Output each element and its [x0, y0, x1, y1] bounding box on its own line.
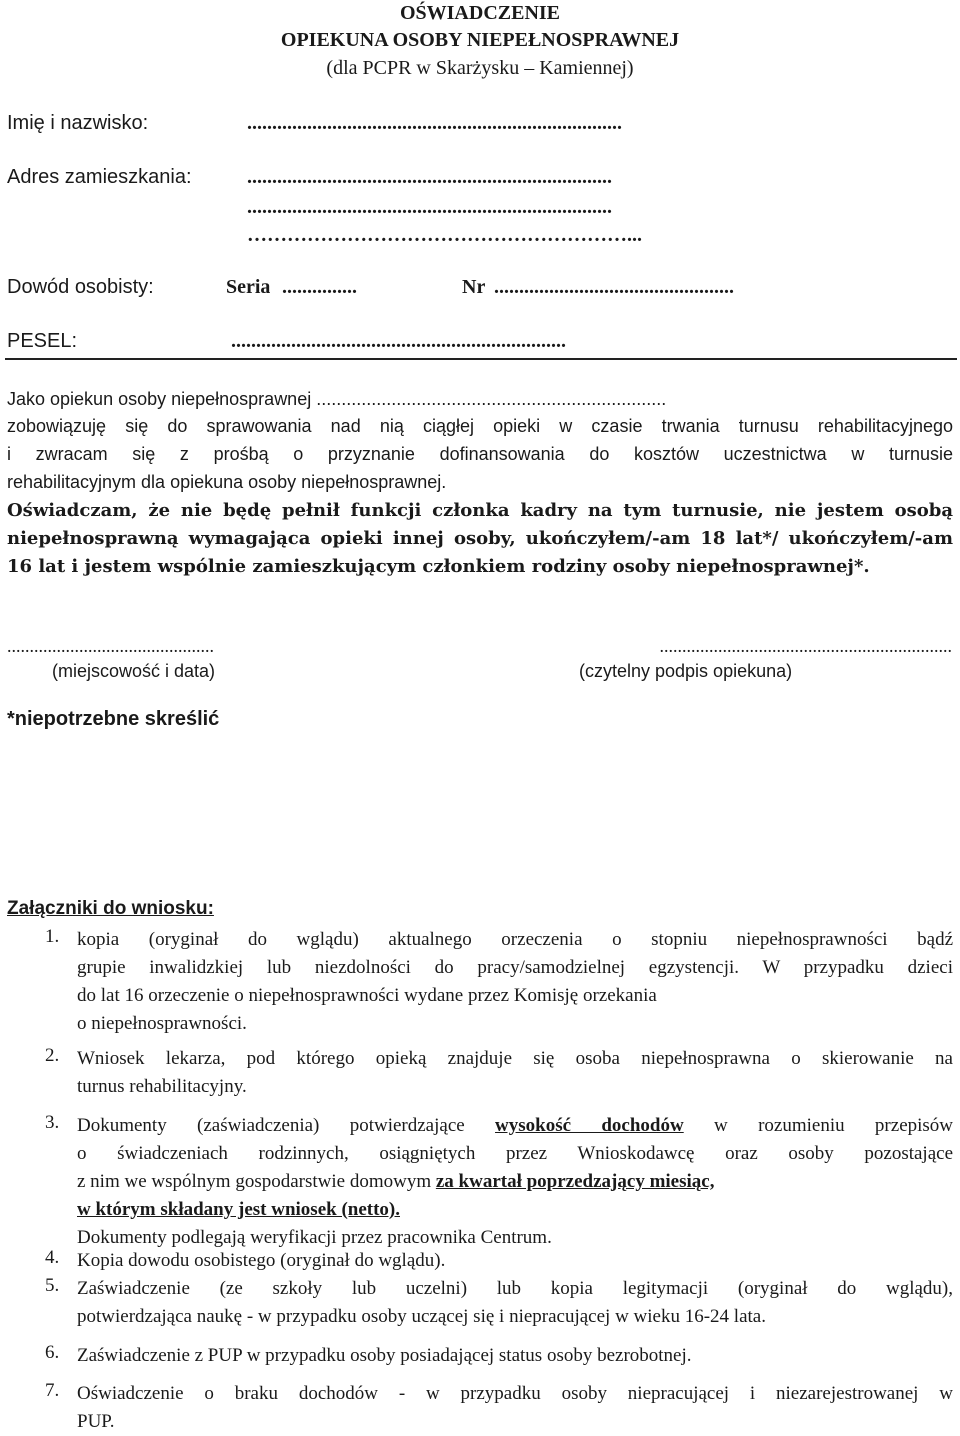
attachment-item-5: Zaświadczenie (ze szkoły lub uczelni) lub kopia legitymacji (oryginał do wglądu), potwierdzająca naukę - w przypadku osoby uczącej się i niepracującej w wieku 16-24 lata. [77, 1278, 953, 1327]
net-emphasis: w którym składany jest wniosek (netto). [77, 1199, 400, 1220]
section-divider [5, 358, 957, 360]
statement-line1: Jako opiekun osoby niepełnosprawnej ...................................................................... [7, 389, 667, 409]
place-date-field[interactable]: .............................................. [7, 636, 214, 656]
place-date-caption: (miejscowość i data) [52, 661, 216, 681]
statement-line2: zobowiązuję się do sprawowania nad nią ciągłej opieki w czasie trwania turnusu rehabilitacyjnego [7, 416, 953, 436]
id-card-label: Dowód osobisty: [7, 276, 154, 298]
attachment-number: 2. [45, 1045, 60, 1066]
attachment-number: 4. [45, 1247, 60, 1268]
attachment-item-1: kopia (oryginał do wglądu) aktualnego orzeczenia o stopniu niepełnosprawności bądź grupie inwalidzkiej lub niezdolności do pracy/samodzielnej egzystencji. W przypadku dzieci do lat 16 orzeczenie o niepełnosprawności wydane przez Komisję orzekania o niepełnosprawności. [77, 929, 953, 1034]
signature-field[interactable]: ................................................................. [659, 636, 952, 656]
document-title-line2: OPIEKUNA OSOBY NIEPEŁNOSPRAWNEJ [280, 29, 680, 51]
statement-line4: rehabilitacyjnym dla opiekuna osoby niepełnosprawnej. [7, 472, 447, 492]
id-series-field[interactable]: ............... [282, 276, 357, 298]
declaration-text: Oświadczam, że nie będę pełnił funkcji członka kadry na tym turnusie, nie jestem osobą niepełnosprawną wymagająca opieki innej osoby, ukończyłem/-am 18 lat*/ ukończyłem/-am 16 lat i jestem wspólnie zamieszkującym członkiem rodziny osoby niepełnosprawnej*. [7, 500, 953, 577]
name-field[interactable]: ........................................................................... [247, 112, 622, 134]
footnote: *niepotrzebne skreślić [7, 708, 220, 730]
attachment-item-4: Kopia dowodu osobistego (oryginał do wglądu). [77, 1250, 446, 1271]
attachment-number: 5. [45, 1275, 60, 1296]
document-subtitle: (dla PCPR w Skarżysku – Kamiennej) [326, 57, 634, 79]
id-number-field[interactable]: ................................................ [494, 276, 734, 298]
pesel-field[interactable]: ................................................................... [231, 330, 566, 352]
attachment-number: 1. [45, 926, 60, 947]
address-label: Adres zamieszkania: [7, 166, 192, 188]
name-label: Imię i nazwisko: [7, 112, 149, 134]
income-emphasis: wysokość dochodów [495, 1115, 684, 1136]
attachment-number: 3. [45, 1112, 60, 1133]
id-series-prefix: Seria [226, 276, 271, 298]
id-number-prefix: Nr [462, 276, 486, 298]
attachment-item-6: Zaświadczenie z PUP w przypadku osoby posiadającej status osoby bezrobotnej. [77, 1345, 692, 1366]
address-field-line2[interactable]: ......................................................................... [247, 196, 612, 218]
quarter-emphasis: za kwartał poprzedzający miesiąc, [435, 1171, 715, 1192]
address-field-line1[interactable]: ......................................................................... [247, 166, 612, 188]
attachment-number: 7. [45, 1380, 60, 1401]
signature-caption: (czytelny podpis opiekuna) [579, 661, 793, 681]
document-title-line1: OŚWIADCZENIE [399, 2, 561, 24]
attachment-item-7: Oświadczenie o braku dochodów - w przypadku osoby niepracującej i niezarejestrowanej w PUP. [77, 1383, 953, 1432]
pesel-label: PESEL: [7, 330, 78, 352]
attachment-item-2: Wniosek lekarza, pod którego opieką znajduje się osoba niepełnosprawna o skierowanie na turnus rehabilitacyjny. [77, 1048, 953, 1097]
address-field-line3[interactable]: …………………………………………………... [247, 224, 642, 246]
statement-line3: i zwracam się z prośbą o przyznanie dofinansowania do kosztów uczestnictwa w turnusie [7, 444, 953, 464]
attachments-heading: Załączniki do wniosku: [7, 898, 214, 919]
attachment-item-3: Dokumenty (zaświadczenia) potwierdzające wysokość dochodów w rozumieniu przepisów o świadczeniach rodzinnych, osiągniętych przez Wnioskodawcę oraz osoby pozostające z nim we wspólnym gospodarstwie domowym za kwartał poprzedzający miesiąc, w którym składany jest wniosek (netto). Dokumenty podlegają weryfikacji przez pracownika Centrum. [77, 1115, 954, 1248]
attachment-number: 6. [45, 1342, 60, 1363]
